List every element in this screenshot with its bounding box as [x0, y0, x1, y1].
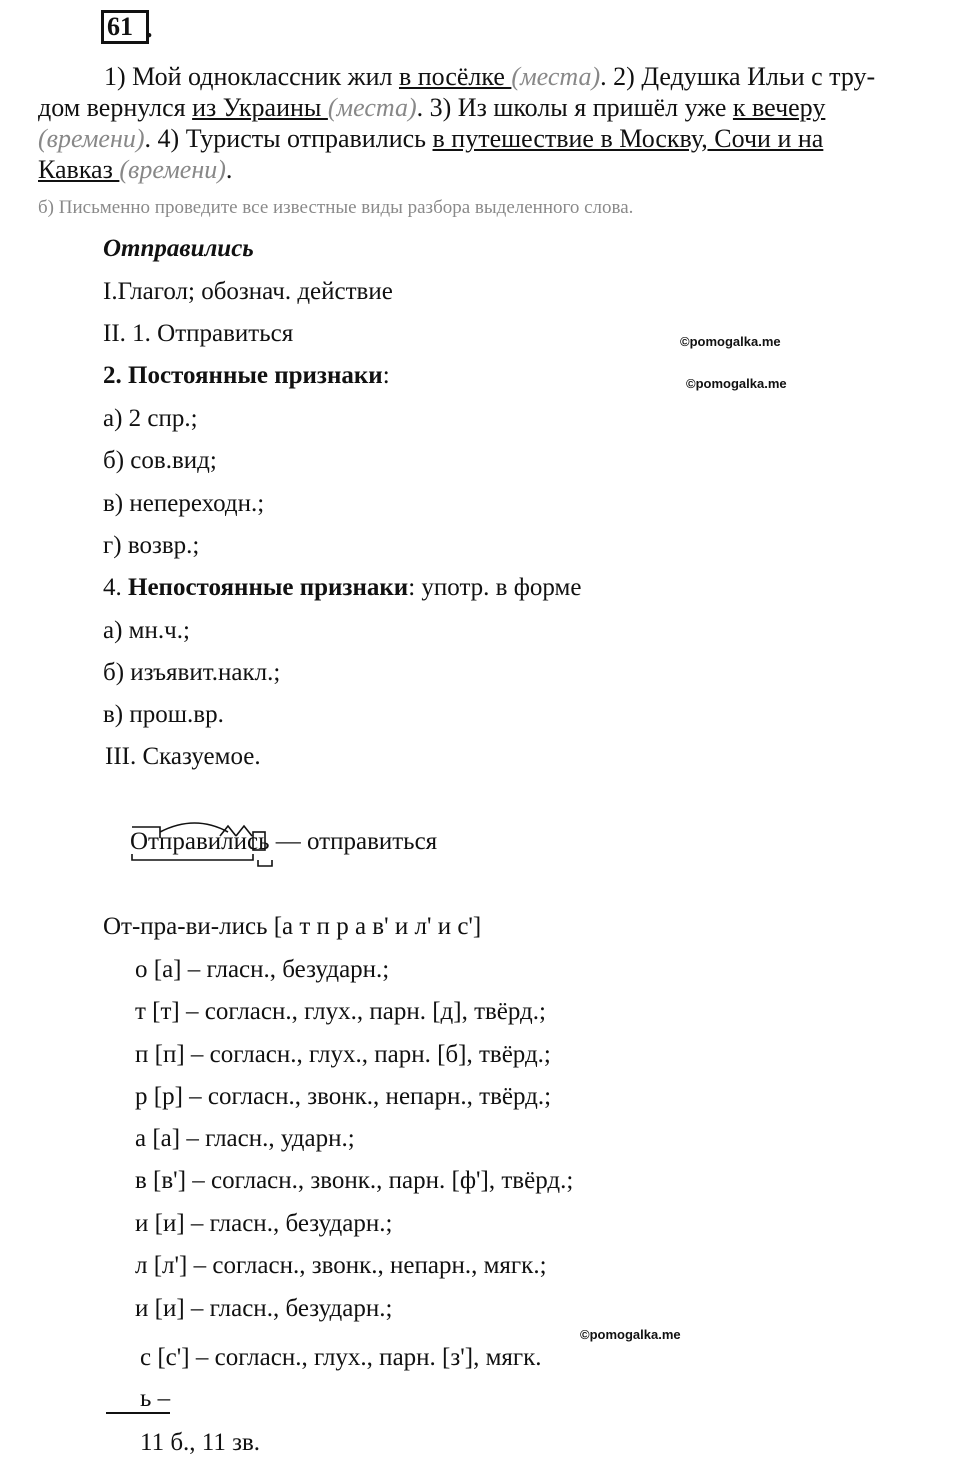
postfix-bracket: [258, 860, 272, 866]
text-run: : употр. в форме: [408, 574, 582, 601]
morph-line-4: а) 2 спр.;: [103, 405, 198, 432]
watermark: ©pomogalka.me: [580, 1327, 681, 1342]
composition-base-form: — отправиться: [269, 828, 438, 855]
sound-line: и [и] – гласн., безударн.;: [135, 1210, 393, 1237]
analyzed-word-title: Отправились: [103, 235, 254, 262]
suffix-mark: [236, 826, 252, 836]
sound-line: в [в'] – согласн., звонк., парн. [ф'], твёрд.;: [135, 1167, 574, 1194]
morph-line-12: III. Сказуемое.: [105, 743, 261, 770]
soft-sign-line: ь –: [106, 1386, 170, 1414]
exercise-number: 61: [101, 10, 149, 44]
sound-line: т [т] – согласн., глух., парн. [д], твёрд.;: [135, 998, 546, 1025]
sound-line: и [и] – гласн., безударн.;: [135, 1295, 393, 1322]
sentence-line-2: [38, 92, 825, 123]
underlined-phrase: Кавказ: [38, 155, 120, 184]
letters-sounds-total: 11 б., 11 зв.: [140, 1429, 261, 1456]
sound-line: р [р] – согласн., звонк., непарн., твёрд.;: [135, 1083, 552, 1110]
text-run: . 2) Дедушка Ильи с тру-: [600, 62, 876, 91]
underlined-phrase: в путешествие в Москву, Сочи и на: [432, 124, 824, 153]
sound-line: п [п] – согласн., глух., парн. [б], твёрд.;: [135, 1041, 551, 1068]
phonetic-header: От-пра-ви-лись [а т п р а в' и л' и с']: [103, 913, 482, 940]
text-run: 4.: [103, 574, 128, 601]
bold-label: Непостоянные признаки: [128, 574, 409, 601]
sentence-line-3: [38, 123, 823, 154]
underlined-phrase: в посёлке: [398, 62, 512, 91]
ending-box: [253, 832, 265, 850]
morph-line-3: [103, 362, 390, 390]
morpheme-marks: [120, 818, 290, 870]
hint-label: (места): [327, 93, 417, 122]
morph-line-5: б) сов.вид;: [103, 447, 217, 474]
text-run: :: [382, 362, 390, 389]
sound-line: л [л'] – согласн., звонк., непарн., мягк.;: [135, 1252, 547, 1279]
root-arc: [160, 823, 228, 832]
text-run: . 4) Туристы отправились: [144, 124, 433, 153]
hint-label: (места): [511, 62, 601, 91]
composition-word: Отправились: [130, 828, 270, 855]
sentence-line-1: [104, 61, 875, 92]
morph-line-2: II. 1. Отправиться: [103, 320, 294, 347]
hint-label: (времени): [38, 124, 145, 153]
morph-line-11: в) прош.вр.: [103, 701, 224, 728]
sentence-line-4: [38, 154, 232, 185]
exercise-number-dot: .: [146, 14, 153, 43]
watermark: ©pomogalka.me: [686, 376, 787, 391]
morph-line-10: б) изъявит.накл.;: [103, 659, 281, 686]
morph-line-7: г) возвр.;: [103, 532, 200, 559]
morph-line-6: в) непереходн.;: [103, 490, 265, 517]
sound-line: а [а] – гласн., ударн.;: [135, 1125, 355, 1152]
morph-line-8: [103, 574, 581, 602]
text-run: 1) Мой одноклассник жил: [104, 62, 399, 91]
task-instruction: б) Письменно проведите все известные виды разбора выделенного слова.: [38, 197, 634, 218]
stem-bracket: [132, 854, 253, 860]
sound-line: о [а] – гласн., безударн.;: [135, 956, 390, 983]
text-run: дом вернулся: [38, 93, 193, 122]
hint-label: (времени): [119, 155, 226, 184]
suffix-mark: [220, 826, 236, 836]
bold-label: 2. Постоянные признаки: [103, 362, 383, 389]
watermark: ©pomogalka.me: [680, 334, 781, 349]
morph-line-1: I.Глагол; обознач. действие: [103, 278, 393, 305]
text-run: . 3) Из школы я пришёл уже: [416, 93, 733, 122]
morph-line-9: а) мн.ч.;: [103, 617, 190, 644]
text-run: .: [225, 155, 233, 184]
underlined-phrase: к вечеру: [732, 93, 826, 122]
underlined-phrase: из Украины: [192, 93, 328, 122]
sound-line: с [с'] – согласн., глух., парн. [з'], мягк.: [140, 1344, 542, 1371]
prefix-mark: [132, 827, 160, 838]
